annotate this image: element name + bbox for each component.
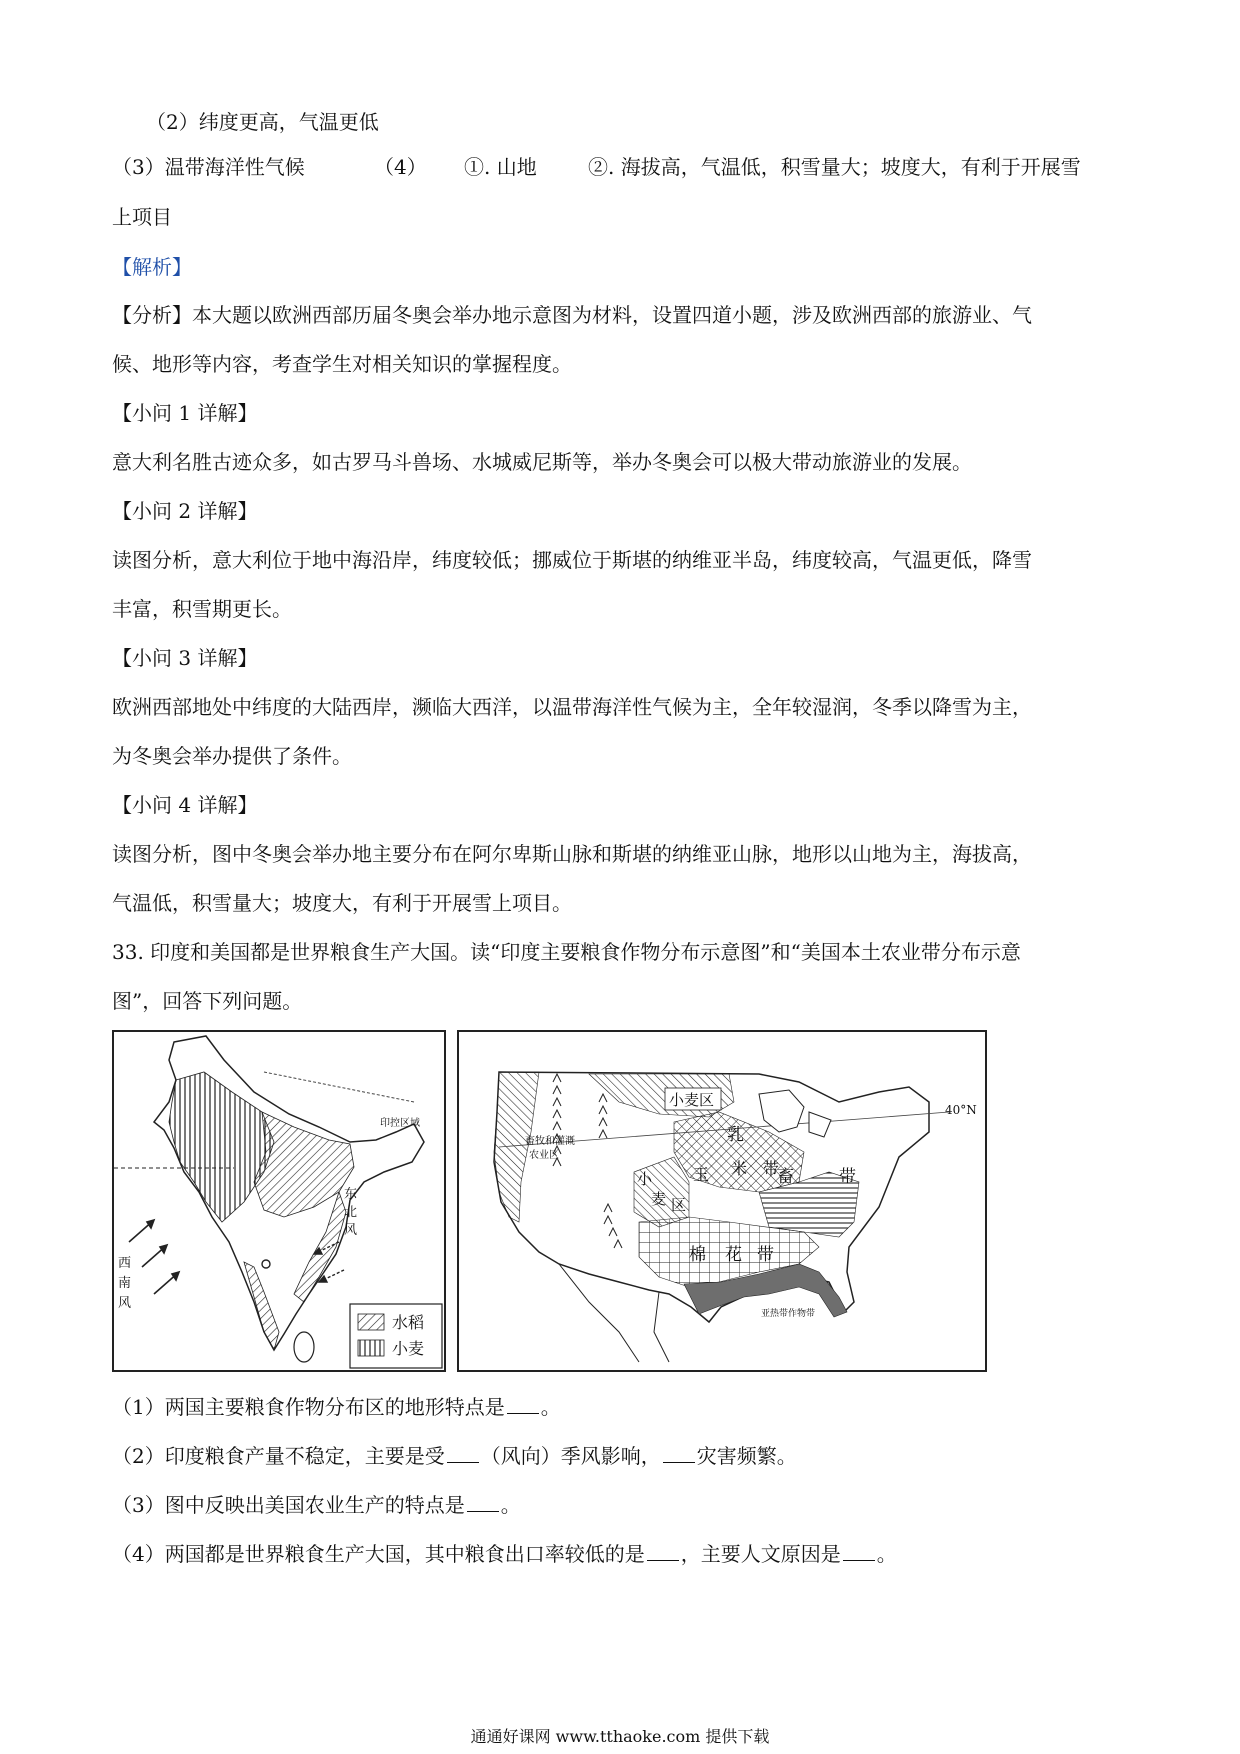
analysis-fenxi-line2: 候、地形等内容，考查学生对相关知识的掌握程度。 (112, 352, 572, 376)
q1-detail-title: 【小问 1 详解】 (112, 401, 258, 425)
usa-agriculture-map (457, 1030, 987, 1372)
southwest-wind-arrows (129, 1220, 179, 1294)
city-marker (262, 1260, 270, 1268)
answer-blank-2b[interactable] (663, 1444, 695, 1463)
sub-question-4-text-b: ，主要人文原因是 (680, 1542, 841, 1566)
sub-question-4-end: 。 (876, 1542, 897, 1566)
sub-question-4 (112, 1540, 897, 1568)
corn-belt-char-1: 玉 (693, 1165, 710, 1184)
sub-question-1-end: 。 (540, 1395, 561, 1419)
corn-belt-char-2: 米 (731, 1159, 748, 1178)
analysis-fenxi-line1: 【分析】本大题以欧洲西部历届冬奥会举办地示意图为材料，设置四道小题，涉及欧洲西部的旅游业、气 (112, 303, 1032, 327)
grazing-label-line2: 农业区 (529, 1150, 559, 1161)
answer-4-number: （4） (374, 155, 427, 179)
answer-blank-1[interactable] (507, 1395, 539, 1414)
wheat-region-label: 小麦区 (669, 1091, 715, 1109)
india-crop-map (112, 1030, 446, 1372)
answer-3: （3）温带海洋性气候 (112, 155, 305, 179)
q4-detail-text-line1: 读图分析，图中冬奥会举办地主要分布在阿尔卑斯山脉和斯堪的纳维亚山脉，地形以山地为主，海拔高， (112, 842, 1032, 866)
answer-2: （2）纬度更高，气温更低 (146, 110, 379, 134)
q1-detail-text: 意大利名胜古迹众多，如古罗马斗兽场、水城威尼斯等，举办冬奥会可以极大带动旅游业的发展。 (112, 450, 972, 474)
dairy-label-char-1: 乳 (727, 1125, 744, 1145)
sub-question-3-end: 。 (500, 1493, 521, 1517)
sub-question-3 (112, 1491, 521, 1519)
sw-wind-char-3: 风 (118, 1296, 132, 1311)
q3-detail-title: 【小问 3 详解】 (112, 646, 258, 670)
sw-wind-char-2: 南 (118, 1276, 132, 1291)
analysis-header: 【解析】 (112, 255, 192, 279)
sub-question-2-text-a: （2）印度粮食产量不稳定，主要是受 (112, 1444, 445, 1468)
sri-lanka (294, 1332, 314, 1362)
answer-blank-4a[interactable] (647, 1542, 679, 1561)
usa-map-graphic (459, 1032, 985, 1370)
answer-4-part2: ②. 海拔高，气温低，积雪量大；坡度大，有利于开展雪 (588, 155, 1081, 179)
q4-detail-text-line2: 气温低，积雪量大；坡度大，有利于开展雪上项目。 (112, 891, 572, 915)
answer-blank-2a[interactable] (447, 1444, 479, 1463)
q4-detail-title: 【小问 4 详解】 (112, 793, 258, 817)
cotton-belt-char-1: 棉 (689, 1245, 706, 1265)
legend-wheat-swatch (358, 1340, 384, 1356)
legend-rice-swatch (358, 1314, 384, 1330)
subtropical-label: 亚热带作物带 (761, 1309, 816, 1319)
q2-detail-text-line2: 丰富，积雪期更长。 (112, 597, 292, 621)
legend-wheat-label: 小麦 (392, 1339, 425, 1358)
footer-watermark: 通通好课网 www.tthaoke.com 提供下载 (470, 1727, 770, 1746)
wheat-side-char-1: 小 (637, 1170, 653, 1188)
border-label: 印控区域 (380, 1118, 420, 1129)
q2-detail-text-line1: 读图分析，意大利位于地中海沿岸，纬度较低；挪威位于斯堪的纳维亚半岛，纬度较高，气温更低，降雪 (112, 548, 1032, 572)
ne-wind-char-3: 风 (344, 1223, 358, 1238)
sub-question-1-text: （1）两国主要粮食作物分布区的地形特点是 (112, 1395, 505, 1419)
corn-belt-char-3: 带 (763, 1159, 780, 1178)
latitude-40n-label: 40°N (945, 1103, 977, 1117)
dairy-label-char-2: 畜 (777, 1167, 794, 1187)
sub-question-3-text: （3）图中反映出美国农业生产的特点是 (112, 1493, 465, 1517)
india-map-graphic (114, 1032, 444, 1370)
question-33-stem-line1: 33. 印度和美国都是世界粮食生产大国。读“印度主要粮食作物分布示意图”和“美国本土农业带分布示意 (112, 940, 1021, 964)
sub-question-4-text-a: （4）两国都是世界粮食生产大国，其中粮食出口率较低的是 (112, 1542, 645, 1566)
q2-detail-title: 【小问 2 详解】 (112, 499, 258, 523)
cotton-belt-char-3: 带 (757, 1245, 774, 1265)
wheat-side-char-3: 区 (671, 1196, 687, 1214)
wheat-side-char-2: 麦 (651, 1190, 667, 1208)
dairy-label-char-3: 带 (839, 1167, 856, 1187)
question-33-stem-line2: 图”，回答下列问题。 (112, 989, 303, 1013)
ne-wind-char-2: 北 (344, 1205, 358, 1220)
sub-question-2-text-b: （风向）季风影响， (480, 1444, 661, 1468)
q3-detail-text-line1: 欧洲西部地处中纬度的大陆西岸，濒临大西洋，以温带海洋性气候为主，全年较湿润，冬季以降雪为主， (112, 695, 1032, 719)
grazing-label-line1: 畜牧和灌溉 (525, 1136, 575, 1147)
cotton-belt-char-2: 花 (725, 1245, 742, 1265)
answer-blank-4b[interactable] (843, 1542, 875, 1561)
legend-rice-label: 水稻 (392, 1313, 425, 1332)
q3-detail-text-line2: 为冬奥会举办提供了条件。 (112, 744, 352, 768)
sub-question-1 (112, 1393, 561, 1421)
answer-blank-3[interactable] (467, 1493, 499, 1512)
ne-wind-char-1: 东 (344, 1187, 358, 1202)
sub-question-2 (112, 1442, 797, 1470)
answer-4-part1: ①. 山地 (464, 155, 537, 179)
sw-wind-char-1: 西 (118, 1256, 132, 1271)
answer-4-continued: 上项目 (112, 205, 172, 229)
sub-question-2-text-c: 灾害频繁。 (696, 1444, 797, 1468)
border-line (264, 1072, 414, 1102)
